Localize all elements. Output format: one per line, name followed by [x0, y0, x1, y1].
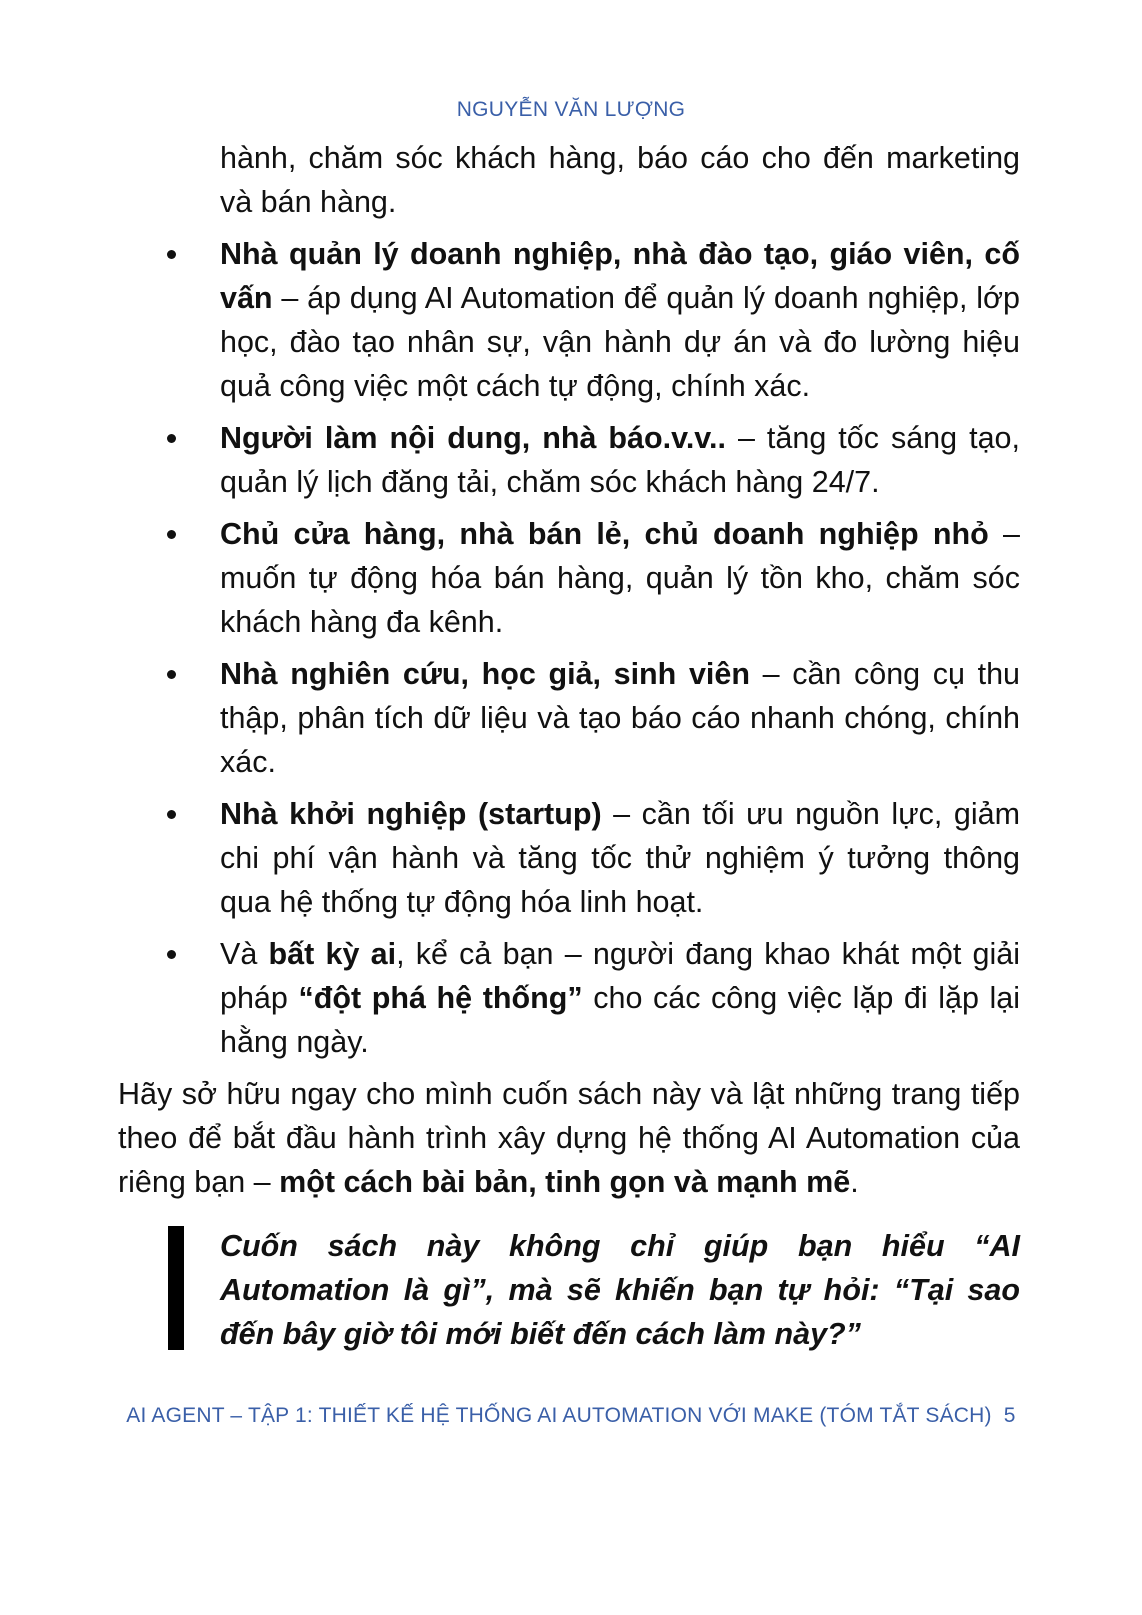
pull-quote: [220, 1224, 1020, 1356]
list-item-text: – cần tối ưu nguồn lực, giảm chi phí vận hành và tăng tốc thử nghiệm ý tưởng thông qua hệ thống tự động hóa linh hoạt.: [220, 797, 1020, 919]
closing-end: .: [850, 1165, 859, 1199]
list-item: [220, 512, 1020, 644]
list-item-bold: Nhà nghiên cứu, học giả, sinh viên: [220, 657, 750, 691]
list-item-text: – áp dụng AI Automation để quản lý doanh nghiệp, lớp học, đào tạo nhân sự, vận hành dự án và đo lường hiệu quả công việc một cách tự động, chính xác.: [220, 281, 1020, 403]
list-item: [220, 232, 1020, 408]
quote-text: Cuốn sách này không chỉ giúp bạn hiểu “AI Automation là gì”, mà sẽ khiến bạn tự hỏi: “Tại sao đến bây giờ tôi mới biết đến cách làm này?”: [220, 1229, 1020, 1351]
list-item-bold: Người làm nội dung, nhà báo.v.v..: [220, 421, 726, 455]
closing-paragraph: [118, 1072, 1020, 1204]
bullet-icon: [167, 670, 176, 679]
list-item: [220, 932, 1020, 1064]
list-item-text: cho các công việc lặp đi lặp lại hằng ngày.: [220, 981, 1021, 1059]
list-item-bold: bất kỳ ai: [268, 937, 397, 971]
list-item: [220, 652, 1020, 784]
quote-bar: [168, 1226, 184, 1350]
list-item-text: – tăng tốc sáng tạo, quản lý lịch đăng tải, chăm sóc khách hàng 24/7.: [220, 421, 1020, 499]
bullet-icon: [167, 434, 176, 443]
list-item-text: – muốn tự động hóa bán hàng, quản lý tồn kho, chăm sóc khách hàng đa kênh.: [220, 517, 1021, 639]
list-item-bold: “đột phá hệ thống”: [298, 981, 583, 1015]
page-content: [118, 136, 1020, 1356]
list-item-text: , kể cả bạn – người đang khao khát một giải pháp: [220, 937, 1021, 1015]
list-item-bold: Chủ cửa hàng, nhà bán lẻ, chủ doanh nghiệp nhỏ: [220, 517, 989, 551]
page-footer: [0, 1404, 1142, 1428]
bullet-icon: [167, 950, 176, 959]
bullet-icon: [167, 530, 176, 539]
list-item-bold: Nhà quản lý doanh nghiệp, nhà đào tạo, giáo viên, cố vấn: [220, 237, 1020, 315]
footer-title: AI AGENT – TẬP 1: THIẾT KẾ HỆ THỐNG AI AUTOMATION VỚI MAKE (TÓM TẮT SÁCH): [126, 1404, 992, 1427]
list-item-text: – cần công cụ thu thập, phân tích dữ liệu và tạo báo cáo nhanh chóng, chính xác.: [220, 657, 1020, 779]
list-item: [220, 416, 1020, 504]
page-header-author: NGUYỄN VĂN LƯỢNG: [456, 98, 686, 121]
closing-text: Hãy sở hữu ngay cho mình cuốn sách này và lật những trang tiếp theo để bắt đầu hành trình xây dựng hệ thống AI Automation của riêng bạn –: [118, 1077, 1020, 1199]
bullet-icon: [167, 810, 176, 819]
closing-bold: một cách bài bản, tinh gọn và mạnh mẽ: [279, 1165, 851, 1199]
list-item-bold: Nhà khởi nghiệp (startup): [220, 797, 602, 831]
list-item: [220, 792, 1020, 924]
bullet-icon: [167, 250, 176, 259]
list-item-text: Và: [220, 937, 269, 971]
audience-list: [118, 232, 1020, 1064]
continuation-paragraph: hành, chăm sóc khách hàng, báo cáo cho đến marketing và bán hàng.: [220, 141, 1020, 219]
page-number: 5: [1003, 1404, 1016, 1427]
